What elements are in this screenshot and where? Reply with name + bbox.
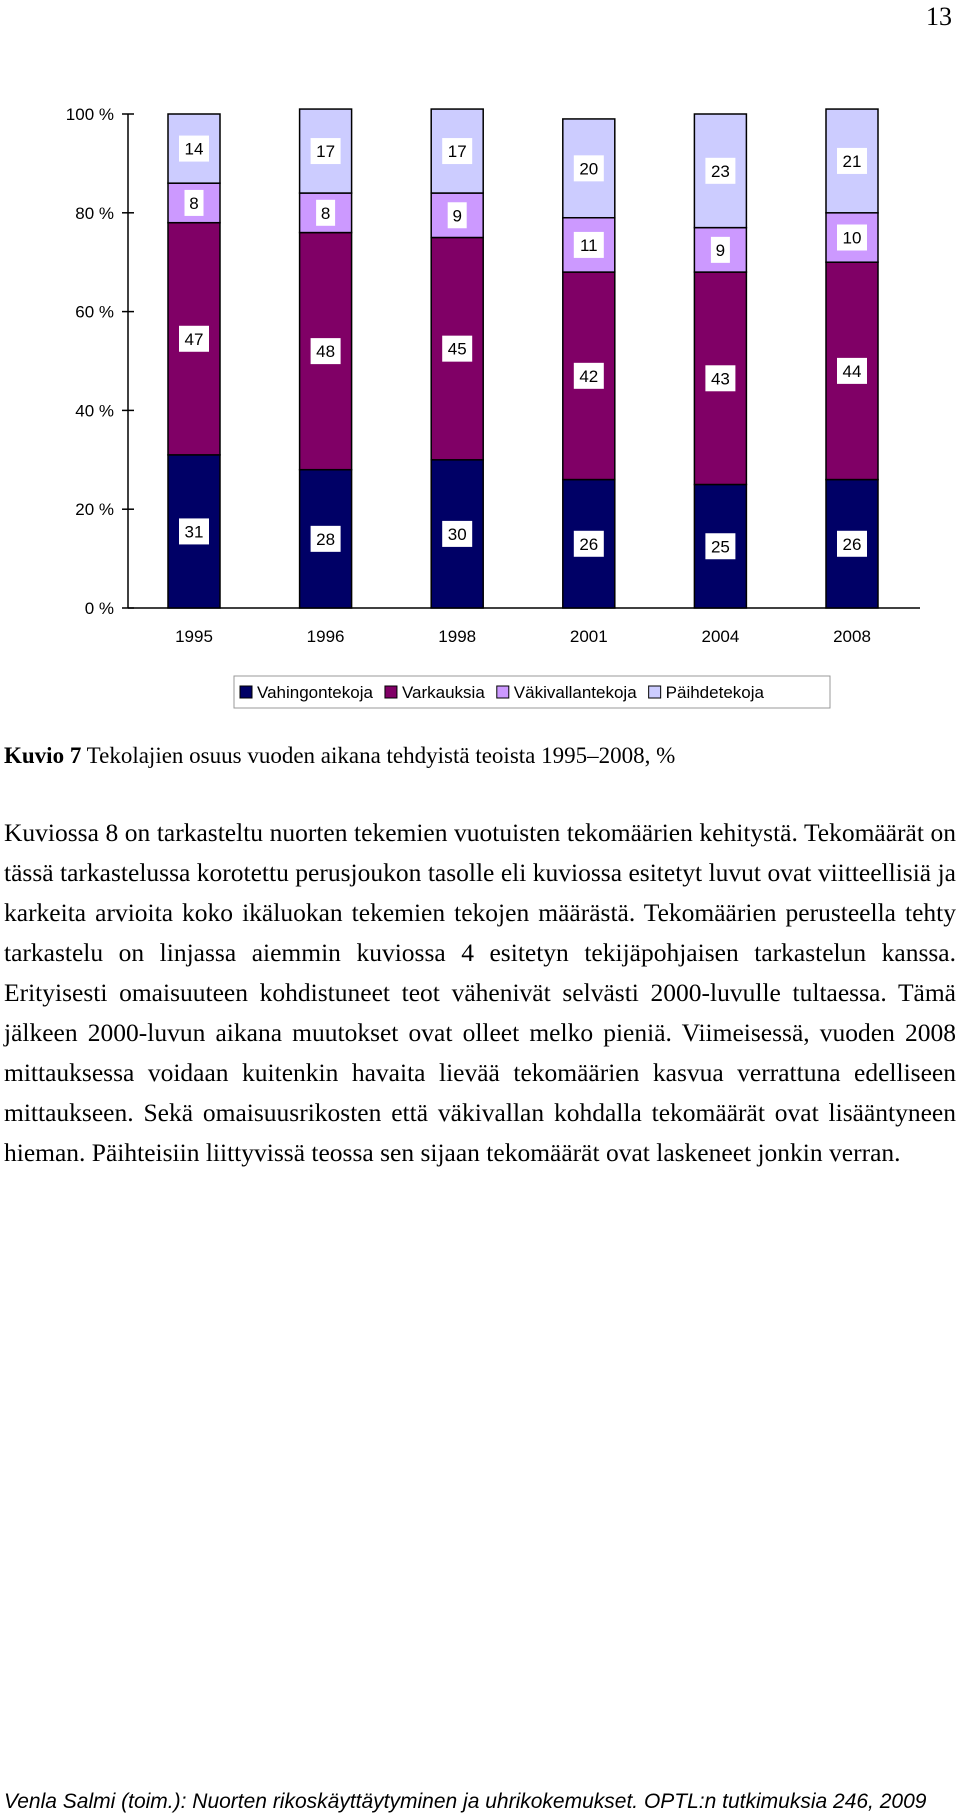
y-tick-label: 60 % xyxy=(75,302,114,322)
data-label: 42 xyxy=(579,366,599,386)
x-axis-labels xyxy=(175,627,871,646)
y-tick-label: 40 % xyxy=(75,401,114,421)
x-tick-label: 1996 xyxy=(306,627,345,646)
page-number: 13 xyxy=(926,2,952,31)
caption-text: Tekolajien osuus vuoden aikana tehdyistä teoista 1995–2008, % xyxy=(86,743,676,768)
caption-label: Kuvio 7 xyxy=(4,743,82,768)
y-tick-label: 0 % xyxy=(84,599,114,618)
body-paragraph: Kuviossa 8 on tarkasteltu nuorten tekemien vuotuisten tekomäärien kehitystä. Tekomäärät on tässä tarkastelussa korotettu perusjoukon tasolle eli kuviossa esitetyt luvut ovat viitteellisiä ja karkeita arvioita koko ikäluokan tekemien tekojen määrästä. Tekomäärien perusteella tehty tarkastelu on linjassa aiemmin kuviossa 4 esitetyn tekijäpohjaisen tarkastelun kanssa. Erityisesti omaisuuteen kohdistuneet teot vähenivät selvästi 2000-luvulle tultaessa. Tämä jälkeen 2000-luvun aikana muutokset ovat olleet melko pieniä. Viimeisessä, vuoden 2008 mittauksessa voidaan kuitenkin havaita lievää tekomäärien kasvua verrattuna edelliseen mittaukseen. Sekä omaisuusrikosten että väkivallan kohdalla tekomäärät ovat lisääntyneen hieman. Päihteisiin liittyvissä teossa sen sijaan tekomäärät ovat laskeneet jonkin verran. xyxy=(4,818,956,1167)
legend-label: Vahingontekoja xyxy=(257,683,373,702)
data-label: 43 xyxy=(710,369,730,389)
bars xyxy=(168,109,878,608)
data-label: 8 xyxy=(189,193,199,213)
x-tick-label: 2004 xyxy=(701,627,740,646)
data-label: 11 xyxy=(579,235,598,255)
y-tick-label: 20 % xyxy=(75,500,114,520)
x-tick-label: 2001 xyxy=(569,627,608,646)
figure-caption xyxy=(4,743,675,769)
legend-swatch xyxy=(649,686,661,698)
legend-label: Väkivallantekoja xyxy=(513,683,637,702)
legend-swatch xyxy=(497,686,509,698)
data-label: 25 xyxy=(710,537,730,557)
stacked-bar-chart xyxy=(0,90,960,730)
data-label: 23 xyxy=(710,161,730,181)
x-tick-label: 1998 xyxy=(438,627,477,646)
data-label: 14 xyxy=(184,139,204,159)
data-label: 17 xyxy=(447,142,467,162)
data-label: 45 xyxy=(447,339,467,359)
legend xyxy=(234,676,830,708)
data-label: 28 xyxy=(316,529,336,549)
legend-label: Varkauksia xyxy=(401,683,485,702)
data-label: 9 xyxy=(715,240,726,260)
data-label: 9 xyxy=(452,206,462,226)
data-label: 21 xyxy=(842,151,862,171)
page-footer: Venla Salmi (toim.): Nuorten rikoskäyttäytyminen ja uhrikokemukset. OPTL:n tutkimuksia 246, 2009 xyxy=(4,1790,927,1813)
data-label: 47 xyxy=(184,329,204,349)
y-tick-label: 100 % xyxy=(65,105,114,124)
data-label: 8 xyxy=(320,203,331,223)
data-label: 44 xyxy=(842,361,862,381)
data-label: 26 xyxy=(842,534,862,554)
data-label: 31 xyxy=(184,522,204,542)
data-label: 26 xyxy=(579,534,599,554)
x-tick-label: 2008 xyxy=(833,627,871,646)
legend-swatch xyxy=(385,686,397,698)
legend-swatch xyxy=(240,686,252,698)
x-tick-label: 1995 xyxy=(175,627,213,646)
data-label: 20 xyxy=(579,159,599,179)
legend-label: Päihdetekoja xyxy=(665,683,764,702)
data-label: 30 xyxy=(447,524,467,544)
data-label: 17 xyxy=(316,142,336,162)
data-label: 10 xyxy=(842,228,862,248)
y-tick-label: 80 % xyxy=(75,203,114,223)
data-label: 48 xyxy=(316,342,336,362)
